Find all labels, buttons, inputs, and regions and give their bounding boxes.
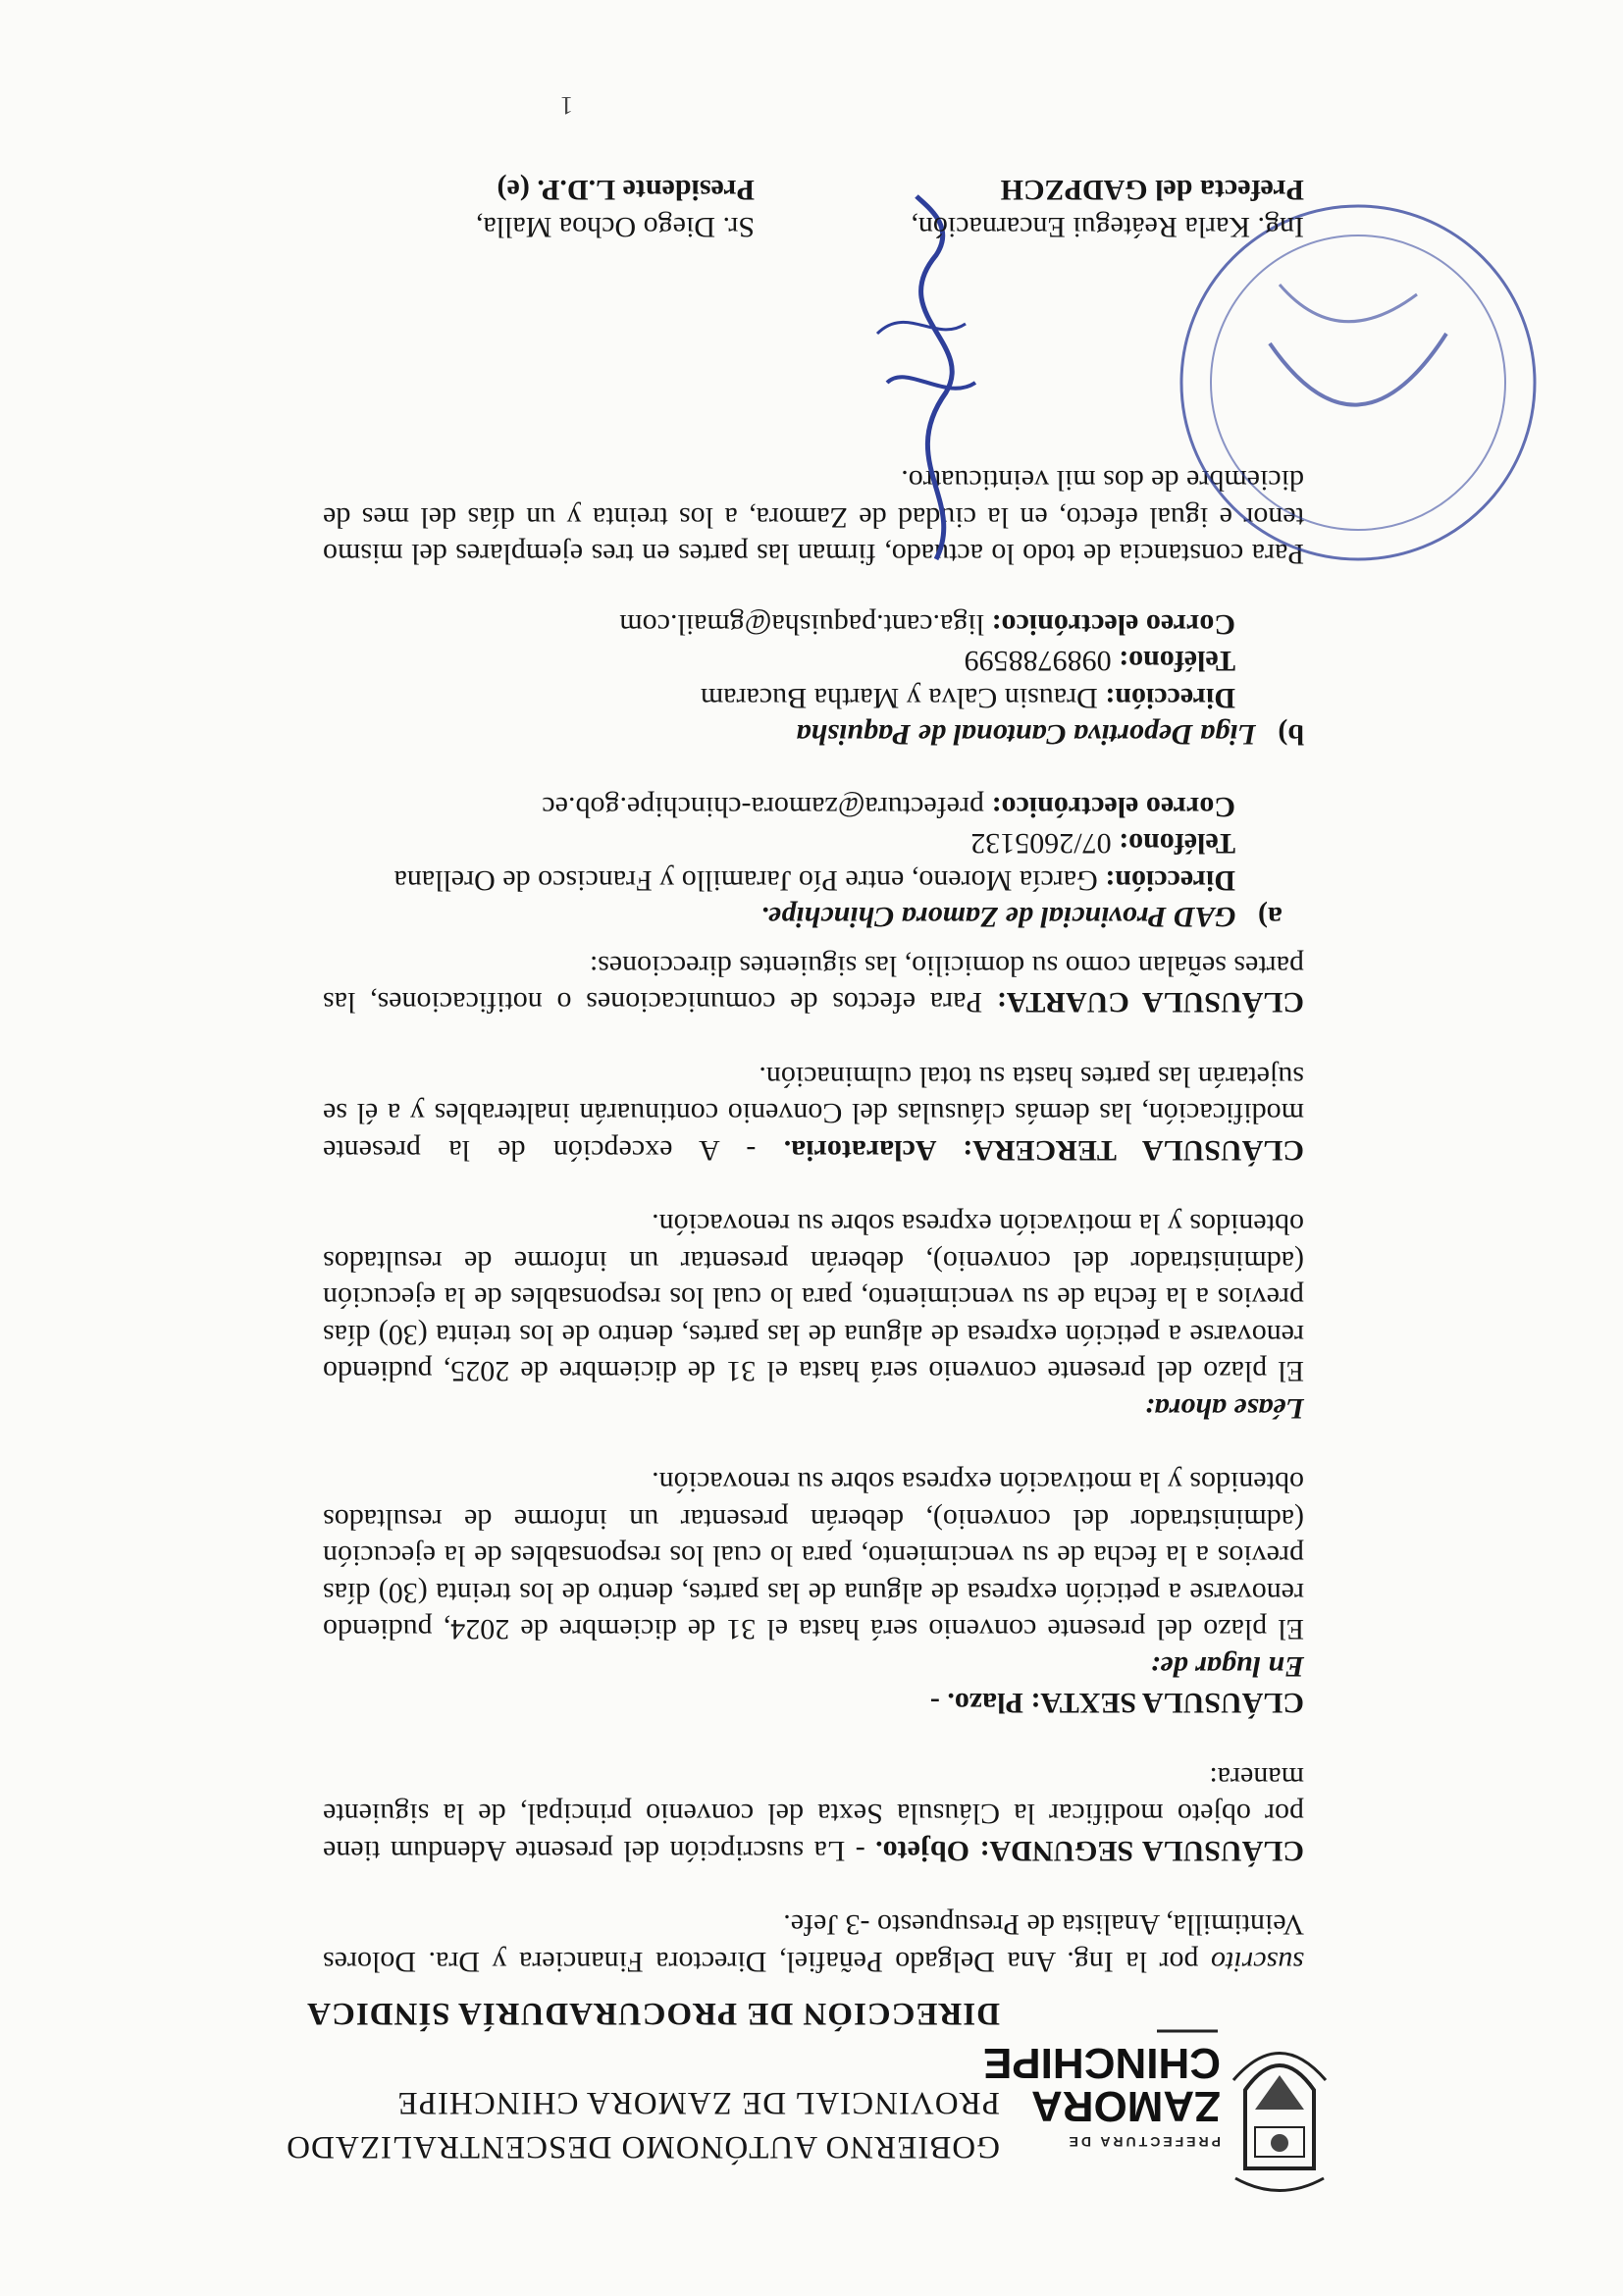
party-a-direccion: Dirección: García Moreno, entre Pío Jaramillo y Francisco de Orellana — [393, 864, 1235, 897]
party-b-name: Liga Deportiva Cantonal de Paquisha — [796, 718, 1256, 752]
org-line-1: GOBIERNO AUTÓNOMO DESCENTRALIZADO — [286, 2129, 1000, 2165]
party-b-correo: Correo electrónico: liga.cant.paquisha@gmail.com — [619, 608, 1235, 641]
handwritten-signature — [838, 186, 1034, 579]
clausula-cuarta — [323, 948, 1304, 1021]
letterhead-text — [176, 1991, 1000, 2168]
closing-paragraph: Para constancia de todo lo actuado, firman las partes en tres ejemplares del mismo tenor e igual efecto, en la ciudad de Zamora, a los treinta y un días del mes de diciembre de dos mil veinticuatro. — [323, 464, 1304, 571]
clausula-segunda-text: - La suscripción del presente Adendum tiene por objeto modificar la Cláusula Sexta del convenio principal, de la siguiente manera: — [323, 1761, 1304, 1867]
clausula-sexta-heading: CLÁUSULA SEXTA: Plazo. - — [929, 1687, 1304, 1720]
party-a-name: GAD Provincial de Zamora Chinchipe. — [760, 901, 1236, 934]
party-a-correo: Correo electrónico: prefectura@zamora-chinchipe.gob.ec — [542, 791, 1235, 823]
party-b-marker: b) — [1278, 718, 1304, 752]
clausula-tercera — [323, 1059, 1304, 1170]
signer-right-title: Presidente L.D.P. (e) — [497, 174, 755, 206]
party-a-marker: a) — [1258, 901, 1283, 934]
intro-italic: suscrito — [1210, 1946, 1304, 1978]
intro-text: por la Ing. Ana Delgado Peñafiel, Directora Financiera y Dra. Dolores Veintimilla, Analista de Presupuesto -3 Jefe. — [323, 1908, 1304, 1978]
page-number: 1 — [560, 91, 573, 120]
original-plazo-text: El plazo del presente convenio será hasta el 31 de diciembre de 2024, pudiendo renovarse a petición expresa de alguna de las partes, dentro de los treinta (30) días previos a la fecha de su vencimiento, para lo cual los responsables de la ejecución (administrador del convenio), deberán presentar un informe de resultados obtenidos y la motivación expresa sobre su renovación. — [323, 1466, 1304, 1646]
document-body — [323, 462, 1304, 1980]
clausula-tercera-heading: CLÁUSULA TERCERA: Aclaratoria. — [783, 1134, 1304, 1167]
logo-prefix: PREFECTURA DE — [1066, 2134, 1221, 2150]
party-b-name-line — [323, 716, 1304, 754]
signature-block — [293, 108, 1304, 245]
party-a-telefono: Teléfono: 07/2605132 — [970, 827, 1235, 861]
signer-left-title: Prefecta del GADPZCH — [1000, 174, 1304, 206]
signer-right-name: Sr. Diego Ochoa Malla, — [475, 211, 755, 243]
clausula-segunda-heading: CLÁUSULA SEGUNDA: Objeto. — [875, 1835, 1304, 1867]
party-b-telefono: Teléfono: 0989788599 — [964, 645, 1235, 678]
prefectura-logo — [982, 2002, 1353, 2198]
intro-paragraph — [323, 1906, 1304, 1980]
lease-ahora-label: Léase ahora: — [1144, 1392, 1304, 1425]
coat-of-arms-icon — [1233, 2054, 1326, 2191]
new-plazo-text: El plazo del presente convenio será hasta el 31 de diciembre de 2025, pudiendo renovarse a petición expresa de alguna de las partes, dentro de los treinta (30) días previos a la fecha de su vencimiento, para lo cual los responsables de la ejecución (administrador del convenio), deberán presentar un informe de resultados obtenidos y la motivación expresa sobre su renovación. — [323, 1208, 1304, 1388]
signer-left-name: Ing. Karla Reátegui Encarnación, — [911, 211, 1304, 243]
party-a-name-line — [323, 899, 1283, 936]
signature-right — [476, 171, 755, 245]
clausula-cuarta-heading: CLÁUSULA CUARTA: — [996, 986, 1304, 1019]
en-lugar-de-label: En lugar de: — [1150, 1650, 1304, 1683]
party-b-direccion: Dirección: Drausin Calva y Martha Bucaram — [700, 682, 1235, 714]
clausula-tercera-text: - A excepción de la presente modificación, las demás cláusulas del Convenio continuarán inalterables y a él se sujetarán las partes hasta su total culminación. — [323, 1061, 1304, 1167]
letterhead — [146, 1992, 1353, 2198]
clausula-segunda — [323, 1759, 1304, 1870]
department-title: DIRECCIÓN DE PROCURADURÍA SÍNDICA — [306, 1996, 1000, 2031]
org-line-2: PROVINCIAL DE ZAMORA CHINCHIPE — [396, 2085, 1000, 2120]
signature-left — [911, 171, 1304, 245]
logo-name-1: ZAMORA — [1030, 2082, 1221, 2130]
clausula-cuarta-text: Para efectos de comunicaciones o notificaciones, las partes señalan como su domicilio, las siguientes direcciones: — [323, 950, 1304, 1019]
logo-name-2: CHINCHIPE — [982, 2039, 1221, 2087]
